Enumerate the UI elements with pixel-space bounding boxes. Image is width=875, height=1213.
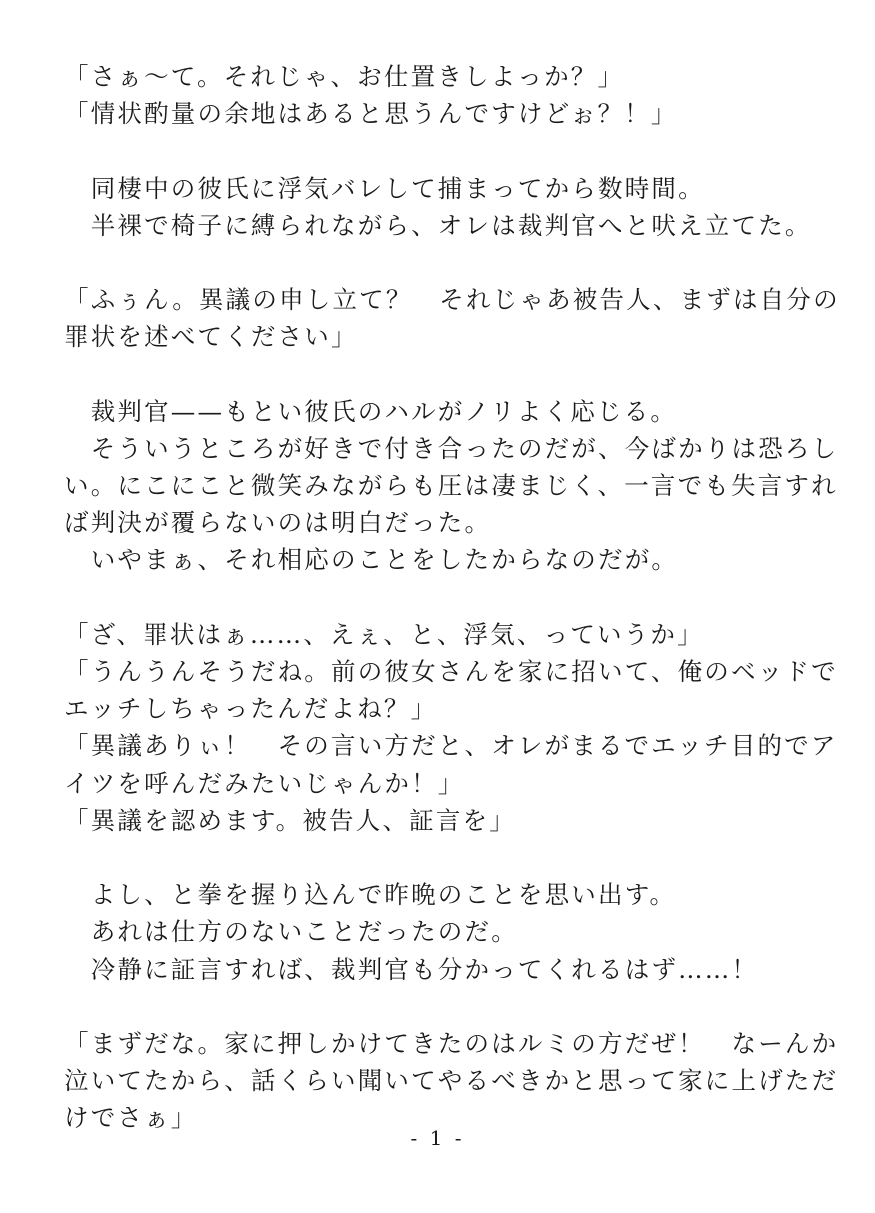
text-line: 冷静に証言すれば、裁判官も分かってくれるはず……！: [64, 954, 759, 984]
text-line: 半裸で椅子に縛られながら、オレは裁判官へと吠え立てた。: [64, 210, 812, 240]
text-line: 「異議ありぃ！ その言い方だと、オレがまるでエッチ目的でア: [64, 731, 838, 761]
blank-line: [64, 988, 824, 1025]
blank-line: [64, 244, 824, 281]
text-line: 裁判官——もとい彼氏のハルがノリよく応じる。: [64, 396, 678, 426]
text-line: い。にこにこと微笑みながらも圧は凄まじく、一言でも失言すれ: [64, 471, 838, 501]
text-line: イツを呼んだみたいじゃんか！」: [64, 768, 465, 798]
blank-line: [64, 356, 824, 393]
blank-line: [64, 132, 824, 169]
text-line: そういうところが好きで付き合ったのだが、今ばかりは恐ろし: [64, 433, 839, 463]
text-line: 「まずだな。家に押しかけてきたのはルミの方だぜ！ なーんか: [64, 1028, 839, 1058]
text-line: あれは仕方のないことだったのだ。: [64, 917, 518, 947]
text-line: いやまぁ、それ相応のことをしたからなのだが。: [64, 545, 679, 575]
text-line: 罪状を述べてください」: [64, 322, 358, 352]
text-line: 泣いてたから、話くらい聞いてやるべきかと思って家に上げただ: [64, 1066, 839, 1096]
text-line: 「うんうんそうだね。前の彼女さんを家に招いて、俺のベッドで: [64, 657, 838, 686]
text-line: よし、と拳を握り込んで昨晩のことを思い出す。: [64, 880, 677, 910]
document-body: [64, 58, 840, 1136]
text-line: 「ざ、罪状はぁ……、えぇ、と、浮気、っていうか」: [64, 619, 704, 649]
text-line: 「さぁ〜て。それじゃ、お仕置きしよっか？」: [64, 62, 625, 91]
text-line: けでさぁ」: [64, 1103, 198, 1133]
text-line: ば判決が覆らないのは明白だった。: [64, 508, 492, 538]
text-line: 同棲中の彼氏に浮気バレして捕まってから数時間。: [64, 173, 705, 203]
blank-line: [64, 839, 824, 876]
blank-line: [64, 579, 824, 616]
page-number: - 1 -: [410, 1126, 465, 1150]
text-line: 「異議を認めます。被告人、証言を」: [64, 805, 516, 835]
text-line: エッチしちゃったんだよね？」: [64, 694, 438, 724]
text-line: 「情状酌量の余地はあると思うんですけどぉ？！」: [64, 99, 678, 129]
text-line: 「ふぅん。異議の申し立て？ それじゃあ被告人、まずは自分の: [64, 285, 840, 315]
